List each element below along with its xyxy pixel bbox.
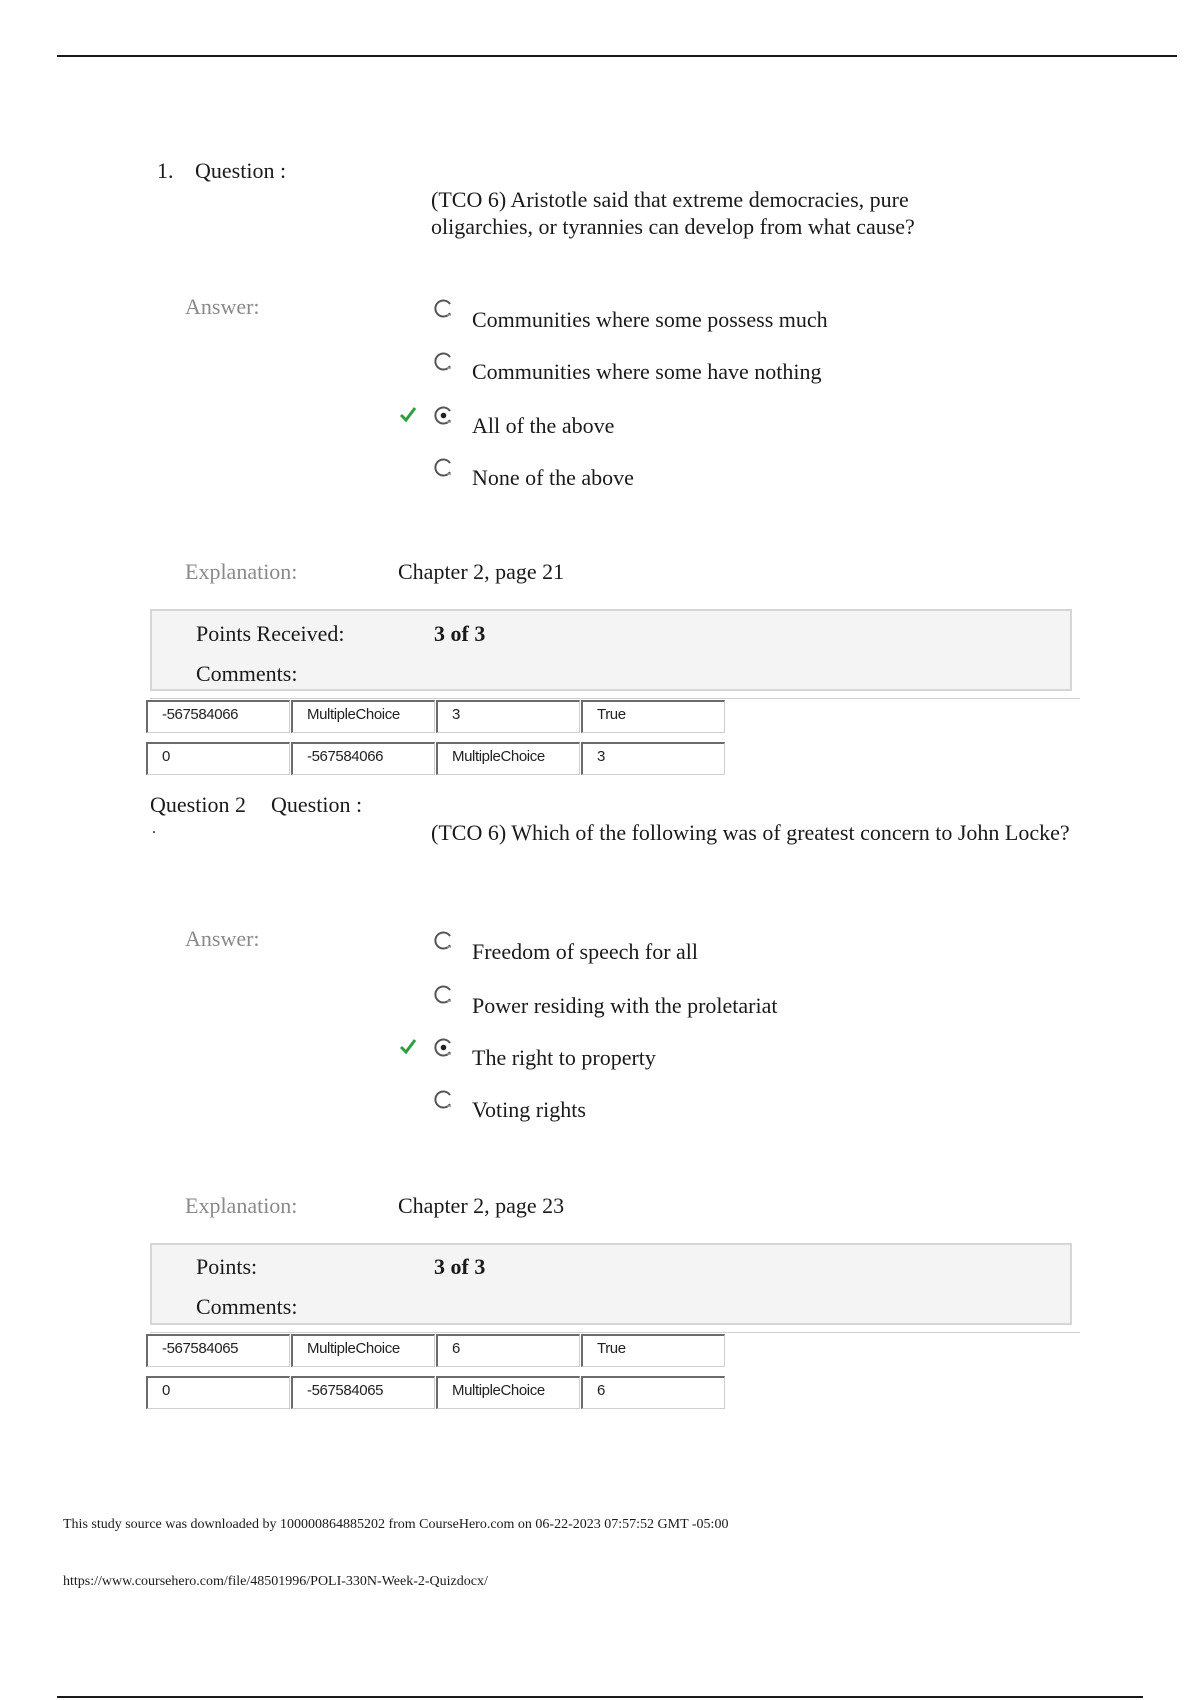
- comments-label: Comments:: [196, 661, 298, 686]
- radio-icon[interactable]: [434, 457, 454, 477]
- grid-cell: 0: [146, 742, 290, 775]
- question-dot: .: [152, 820, 156, 837]
- answer-option: All of the above: [472, 413, 615, 438]
- points-label: Points:: [196, 1254, 258, 1279]
- points-value: 3 of 3: [434, 621, 486, 646]
- radio-icon[interactable]: [434, 1089, 454, 1109]
- grid-cell: -567584065: [291, 1376, 435, 1409]
- grid-cell: True: [581, 1334, 725, 1367]
- radio-selected-icon[interactable]: [434, 1037, 454, 1057]
- grid-cell: True: [581, 700, 725, 733]
- answer-option: Freedom of speech for all: [472, 939, 699, 964]
- grid-cell: 0: [146, 1376, 290, 1409]
- grid-cell: -567584065: [146, 1334, 290, 1367]
- grid-cell: MultipleChoice: [291, 1334, 435, 1367]
- comments-label: Comments:: [196, 1294, 298, 1319]
- grid-cell: MultipleChoice: [436, 742, 580, 775]
- points-value: 3 of 3: [434, 1254, 486, 1279]
- question-label: Question :: [271, 792, 363, 817]
- answer-label: Answer:: [185, 294, 260, 319]
- explanation-label: Explanation:: [185, 1193, 298, 1218]
- question-text: (TCO 6) Aristotle said that extreme democracies, pure oligarchies, or tyrannies can develop from what cause?: [431, 187, 915, 239]
- question-number: Question 2: [150, 792, 246, 817]
- question-label: Question :: [195, 158, 287, 183]
- question-number: 1.: [157, 158, 174, 183]
- answer-option: Communities where some possess much: [472, 307, 828, 332]
- divider: [150, 1332, 1080, 1333]
- grid-cell: 3: [581, 742, 725, 775]
- grid-cell: 3: [436, 700, 580, 733]
- answer-option: None of the above: [472, 465, 634, 490]
- grid-cell: MultipleChoice: [291, 700, 435, 733]
- radio-icon[interactable]: [434, 984, 454, 1004]
- answer-option: Power residing with the proletariat: [472, 993, 778, 1018]
- divider: [150, 698, 1080, 699]
- explanation-label: Explanation:: [185, 559, 298, 584]
- grid-cell: 6: [581, 1376, 725, 1409]
- download-note: This study source was downloaded by 100000864885202 from CourseHero.com on 06-22-2023 07:57:52 GMT -05:00: [63, 1517, 729, 1532]
- answer-label: Answer:: [185, 926, 260, 951]
- answer-option: Communities where some have nothing: [472, 359, 822, 384]
- correct-check-icon: [399, 406, 417, 422]
- radio-selected-icon[interactable]: [434, 405, 454, 425]
- points-label: Points Received:: [196, 621, 345, 646]
- answer-option: Voting rights: [472, 1097, 586, 1122]
- question-text: (TCO 6) Which of the following was of greatest concern to John Locke?: [431, 820, 1070, 845]
- explanation-text: Chapter 2, page 23: [398, 1193, 565, 1218]
- source-url[interactable]: https://www.coursehero.com/file/48501996/POLI-330N-Week-2-Quizdocx/: [63, 1574, 488, 1589]
- points-box: [150, 1243, 1072, 1325]
- grid-cell: 6: [436, 1334, 580, 1367]
- grid-cell: -567584066: [146, 700, 290, 733]
- radio-icon[interactable]: [434, 930, 454, 950]
- grid-cell: -567584066: [291, 742, 435, 775]
- answer-option: The right to property: [472, 1045, 656, 1070]
- top-rule: [57, 55, 1177, 57]
- grid-cell: MultipleChoice: [436, 1376, 580, 1409]
- radio-icon[interactable]: [434, 351, 454, 371]
- bottom-rule: [57, 1696, 1143, 1698]
- explanation-text: Chapter 2, page 21: [398, 559, 565, 584]
- points-box: [150, 609, 1072, 691]
- correct-check-icon: [399, 1038, 417, 1054]
- radio-icon[interactable]: [434, 298, 454, 318]
